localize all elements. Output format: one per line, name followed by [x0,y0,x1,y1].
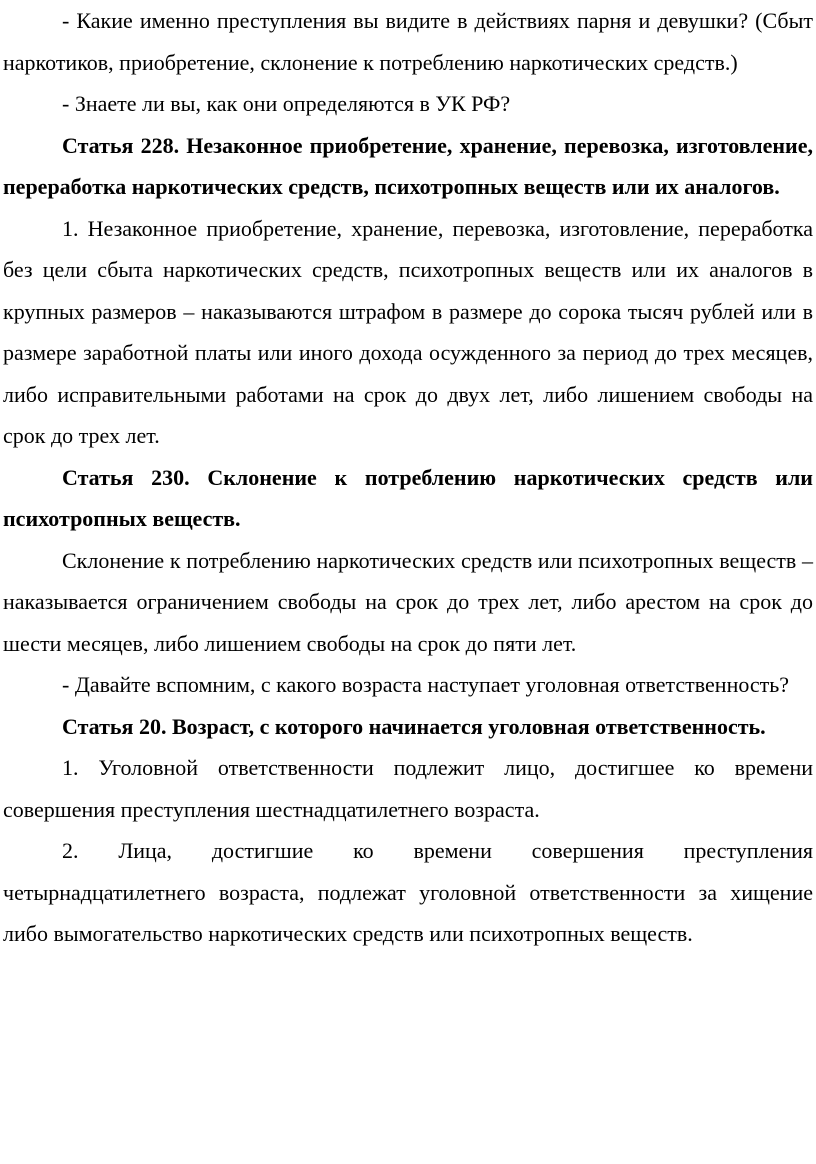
article-228-clause-1: 1. Незаконное приобретение, хранение, перевозка, изготовление, переработка без цели сбыта наркотических средств, психотропных веществ или их аналогов в крупных размеров – наказываются штрафом в размере до сорока тысяч рублей или в размере заработной платы или иного дохода осужденного за период до трех месяцев, либо исправительными работами на срок до двух лет, либо лишением свободы на срок до трех лет. [3,215,813,448]
article-230-heading: Статья 230. Склонение к потреблению наркотических средств или психотропных веществ. [3,464,813,531]
article-20-clause-1: 1. Уголовной ответственности подлежит лицо, достигшее ко времени совершения преступления шестнадцатилетнего возраста. [3,755,813,822]
question-criminal-code: - Знаете ли вы, как они определяются в УК РФ? [62,91,511,116]
article-228-heading: Статья 228. Незаконное приобретение, хранение, перевозка, изготовление, переработка наркотических средств, психотропных веществ или их аналогов. [3,132,813,199]
article-20-heading: Статья 20. Возраст, с которого начинается уголовная ответственность. [62,713,766,739]
question-crimes: - Какие именно преступления вы видите в действиях парня и девушки? (Сбыт наркотиков, приобретение, склонение к потреблению наркотических средств.) [3,8,813,75]
article-20-clause-2: 2. Лица, достигшие ко времени совершения преступления четырнадцатилетнего возраста, подлежат уголовной ответственности за хищение либо вымогательство наркотических средств или психотропных веществ. [3,838,813,946]
article-230-text: Склонение к потреблению наркотических средств или психотропных веществ – наказывается ограничением свободы на срок до трех лет, либо арестом на срок до шести месяцев, либо лишением свободы на срок до пяти лет. [3,547,813,656]
question-age: - Давайте вспомним, с какого возраста наступает уголовная ответственность? [62,672,790,697]
